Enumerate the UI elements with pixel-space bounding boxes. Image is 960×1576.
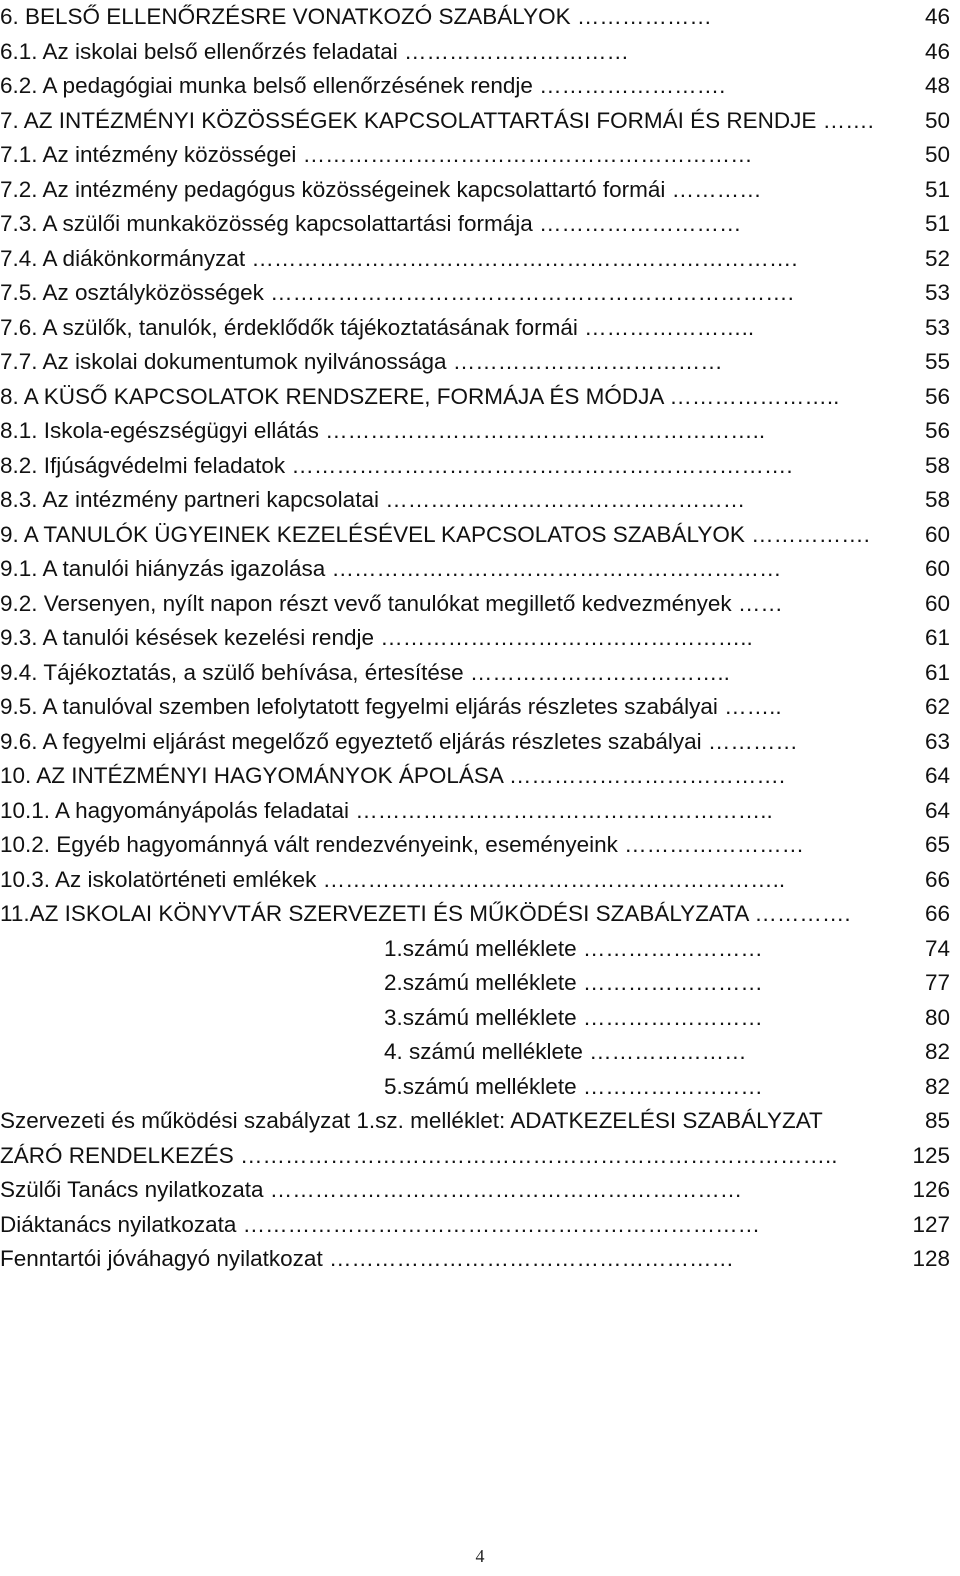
toc-entry-page: 65 — [924, 832, 950, 857]
toc-entry-title: 9.1. A tanulói hiányzás igazolása …………………………………………………… — [0, 556, 782, 581]
toc-entry — [0, 35, 960, 69]
toc-entry-title: 7.1. Az intézmény közösségei …………………………………………………… — [0, 142, 753, 167]
toc-entry-title: Szülői Tanács nyilatkozata ……………………………………………………… — [0, 1177, 743, 1202]
toc-entry — [0, 1208, 960, 1242]
toc-entry — [0, 552, 960, 586]
toc-entry — [0, 587, 960, 621]
toc-entry-title: 2.számú melléklete …………………… — [384, 970, 763, 995]
toc-entry-page: 127 — [912, 1211, 950, 1237]
toc-entry-title: 7.4. A diákönkormányzat ………………………………………………………………. — [0, 245, 798, 271]
toc-entry — [0, 621, 960, 655]
toc-entry — [0, 345, 960, 379]
toc-entry-title: 6. BELSŐ ELLENŐRZÉSRE VONATKOZÓ SZABÁLYOK ……………… — [0, 4, 712, 29]
toc-entry-page: 63 — [924, 728, 950, 754]
toc-entry-title: 6.1. Az iskolai belső ellenőrzés feladatai ………………………… — [0, 38, 629, 64]
toc-entry-title: 6.2. A pedagógiai munka belső ellenőrzésének rendje ……………………. — [0, 73, 726, 98]
toc-entry-title: 8.3. Az intézmény partneri kapcsolatai ………………………………………… — [0, 487, 746, 512]
toc-entry-page: 61 — [924, 659, 950, 685]
toc-entry — [0, 1139, 960, 1173]
toc-entry — [0, 1035, 960, 1069]
toc-entry-title: 10.2. Egyéb hagyománnyá vált rendezvényeink, eseményeink …………………… — [0, 832, 805, 857]
toc-entry-page: 82 — [924, 1073, 950, 1099]
toc-entry — [0, 207, 960, 241]
toc-entry — [0, 1001, 960, 1035]
toc-entry-title: 7. AZ INTÉZMÉNYI KÖZÖSSÉGEK KAPCSOLATTARTÁSI FORMÁI ÉS RENDJE ……. — [0, 107, 874, 133]
toc-entry-page: 125 — [912, 1142, 950, 1168]
toc-entry — [0, 863, 960, 897]
toc-entry-title: Fenntartói jóváhagyó nyilatkozat ……………………………………………… — [0, 1246, 734, 1271]
toc-entry-title: 8.1. Iskola-egészségügyi ellátás ………………………………………………….. — [0, 418, 766, 443]
toc-entry-title: 9.5. A tanulóval szemben lefolytatott fegyelmi eljárás részletes szabályai …….. — [0, 694, 782, 719]
toc-entry — [0, 656, 960, 690]
toc-entry — [0, 1104, 960, 1138]
toc-entry — [0, 276, 960, 310]
toc-entry-page: 66 — [924, 866, 950, 892]
toc-entry-title: 7.3. A szülői munkaközösség kapcsolattartási formája ……………………… — [0, 211, 742, 236]
toc-entry-page: 51 — [924, 176, 950, 202]
toc-entry-page: 50 — [924, 107, 950, 133]
toc-entry-title: 1.számú melléklete …………………… — [384, 935, 763, 961]
toc-entry — [0, 69, 960, 103]
toc-entry-page: 77 — [924, 970, 950, 995]
toc-entry-page: 52 — [924, 245, 950, 271]
toc-entry-page: 56 — [924, 383, 950, 409]
toc-entry-title: 9.2. Versenyen, nyílt napon részt vevő tanulókat megillető kedvezmények …… — [0, 590, 783, 616]
toc-entry — [0, 483, 960, 517]
toc-entry-page: 46 — [924, 4, 950, 29]
toc-entry-page: 61 — [924, 625, 950, 650]
toc-entry-title: 9.4. Tájékoztatás, a szülő behívása, értesítése …………………………….. — [0, 659, 730, 685]
toc-entry — [0, 794, 960, 828]
toc-entry-title: 9.3. A tanulói késések kezelési rendje ………………………………………….. — [0, 625, 753, 650]
toc-entry-title: 9.6. A fegyelmi eljárást megelőző egyeztető eljárás részletes szabályai ………… — [0, 728, 798, 754]
toc-entry — [0, 380, 960, 414]
toc-entry-page: 74 — [924, 935, 950, 961]
page-number: 4 — [475, 1546, 485, 1566]
toc-entry-title: 3.számú melléklete …………………… — [384, 1004, 763, 1030]
toc-entry-title: 4. számú melléklete ………………… — [384, 1039, 747, 1064]
toc-entry — [0, 725, 960, 759]
toc-entry — [0, 690, 960, 724]
toc-entry-page: 50 — [924, 142, 950, 167]
toc-entry-page: 82 — [924, 1039, 950, 1064]
toc-entry — [0, 311, 960, 345]
toc-entry — [0, 1173, 960, 1207]
toc-entry-title: 5.számú melléklete …………………… — [384, 1073, 763, 1099]
toc-entry-page: 53 — [924, 314, 950, 340]
toc-entry-title: 8. A KÜSŐ KAPCSOLATOK RENDSZERE, FORMÁJA ÉS MÓDJA ………………….. — [0, 383, 840, 409]
toc-entry-page: 53 — [924, 280, 950, 305]
toc-entry-page: 62 — [924, 694, 950, 719]
toc-entry — [0, 414, 960, 448]
toc-entry — [0, 897, 960, 931]
toc-entry-page: 58 — [924, 487, 950, 512]
toc-entry-page: 48 — [924, 73, 950, 98]
toc-entry-page: 64 — [924, 763, 950, 788]
toc-entry — [0, 138, 960, 172]
toc-entry-page: 126 — [912, 1177, 950, 1202]
toc-entry-title: 7.2. Az intézmény pedagógus közösségeinek kapcsolattartó formái ………… — [0, 176, 762, 202]
toc-entry-title: Szervezeti és működési szabályzat 1.sz. melléklet: ADATKEZELÉSI SZABÁLYZAT — [0, 1108, 823, 1133]
toc-entry-title: 8.2. Ifjúságvédelmi feladatok …………………………………………………………. — [0, 452, 793, 478]
toc-entry-page: 80 — [924, 1004, 950, 1030]
toc-entry-page: 58 — [924, 452, 950, 478]
toc-entry-title: Diáktanács nyilatkozata …………………………………………………………… — [0, 1211, 761, 1237]
toc-entry-title: 7.6. A szülők, tanulók, érdeklődők tájékoztatásának formái ………………….. — [0, 314, 755, 340]
toc-entry — [0, 932, 960, 966]
toc-entry-page: 60 — [924, 556, 950, 581]
toc-entry-page: 55 — [924, 349, 950, 374]
toc-entry-page: 60 — [924, 521, 950, 547]
toc-entry — [0, 1242, 960, 1276]
toc-entry-page: 85 — [924, 1108, 950, 1133]
toc-entry-page: 60 — [924, 590, 950, 616]
toc-entry-title: 11.AZ ISKOLAI KÖNYVTÁR SZERVEZETI ÉS MŰKÖDÉSI SZABÁLYZATA …………. — [0, 901, 851, 926]
toc-entry-title: 7.7. Az iskolai dokumentumok nyilvánossága ……………………………… — [0, 349, 723, 374]
toc-entry-title: ZÁRÓ RENDELKEZÉS …………………………………………………………………….. — [0, 1142, 838, 1168]
toc-entry-page: 46 — [924, 38, 950, 64]
toc-entry — [0, 0, 960, 34]
toc-entry — [0, 173, 960, 207]
toc-entry — [0, 966, 960, 1000]
toc-entry — [0, 759, 960, 793]
toc-entry-page: 128 — [912, 1246, 950, 1271]
toc-entry-title: 10.1. A hagyományápolás feladatai ……………………………………………….. — [0, 797, 773, 823]
toc-entry-title: 9. A TANULÓK ÜGYEINEK KEZELÉSÉVEL KAPCSOLATOS SZABÁLYOK ……………. — [0, 521, 870, 547]
toc-entry — [0, 1070, 960, 1104]
toc-entry — [0, 518, 960, 552]
toc-entry-page: 64 — [924, 797, 950, 823]
toc-entry — [0, 242, 960, 276]
toc-entry-page: 66 — [924, 901, 950, 926]
toc-entry-title: 7.5. Az osztályközösségek ……………………………………………………………. — [0, 280, 794, 305]
toc-entry-page: 56 — [924, 418, 950, 443]
toc-entry — [0, 449, 960, 483]
toc-entry — [0, 828, 960, 862]
toc-entry — [0, 104, 960, 138]
toc-entry-title: 10.3. Az iskolatörténeti emlékek …………………………………………………….. — [0, 866, 786, 892]
toc-entry-title: 10. AZ INTÉZMÉNYI HAGYOMÁNYOK ÁPOLÁSA ………………………………. — [0, 763, 786, 788]
toc-entry-page: 51 — [924, 211, 950, 236]
